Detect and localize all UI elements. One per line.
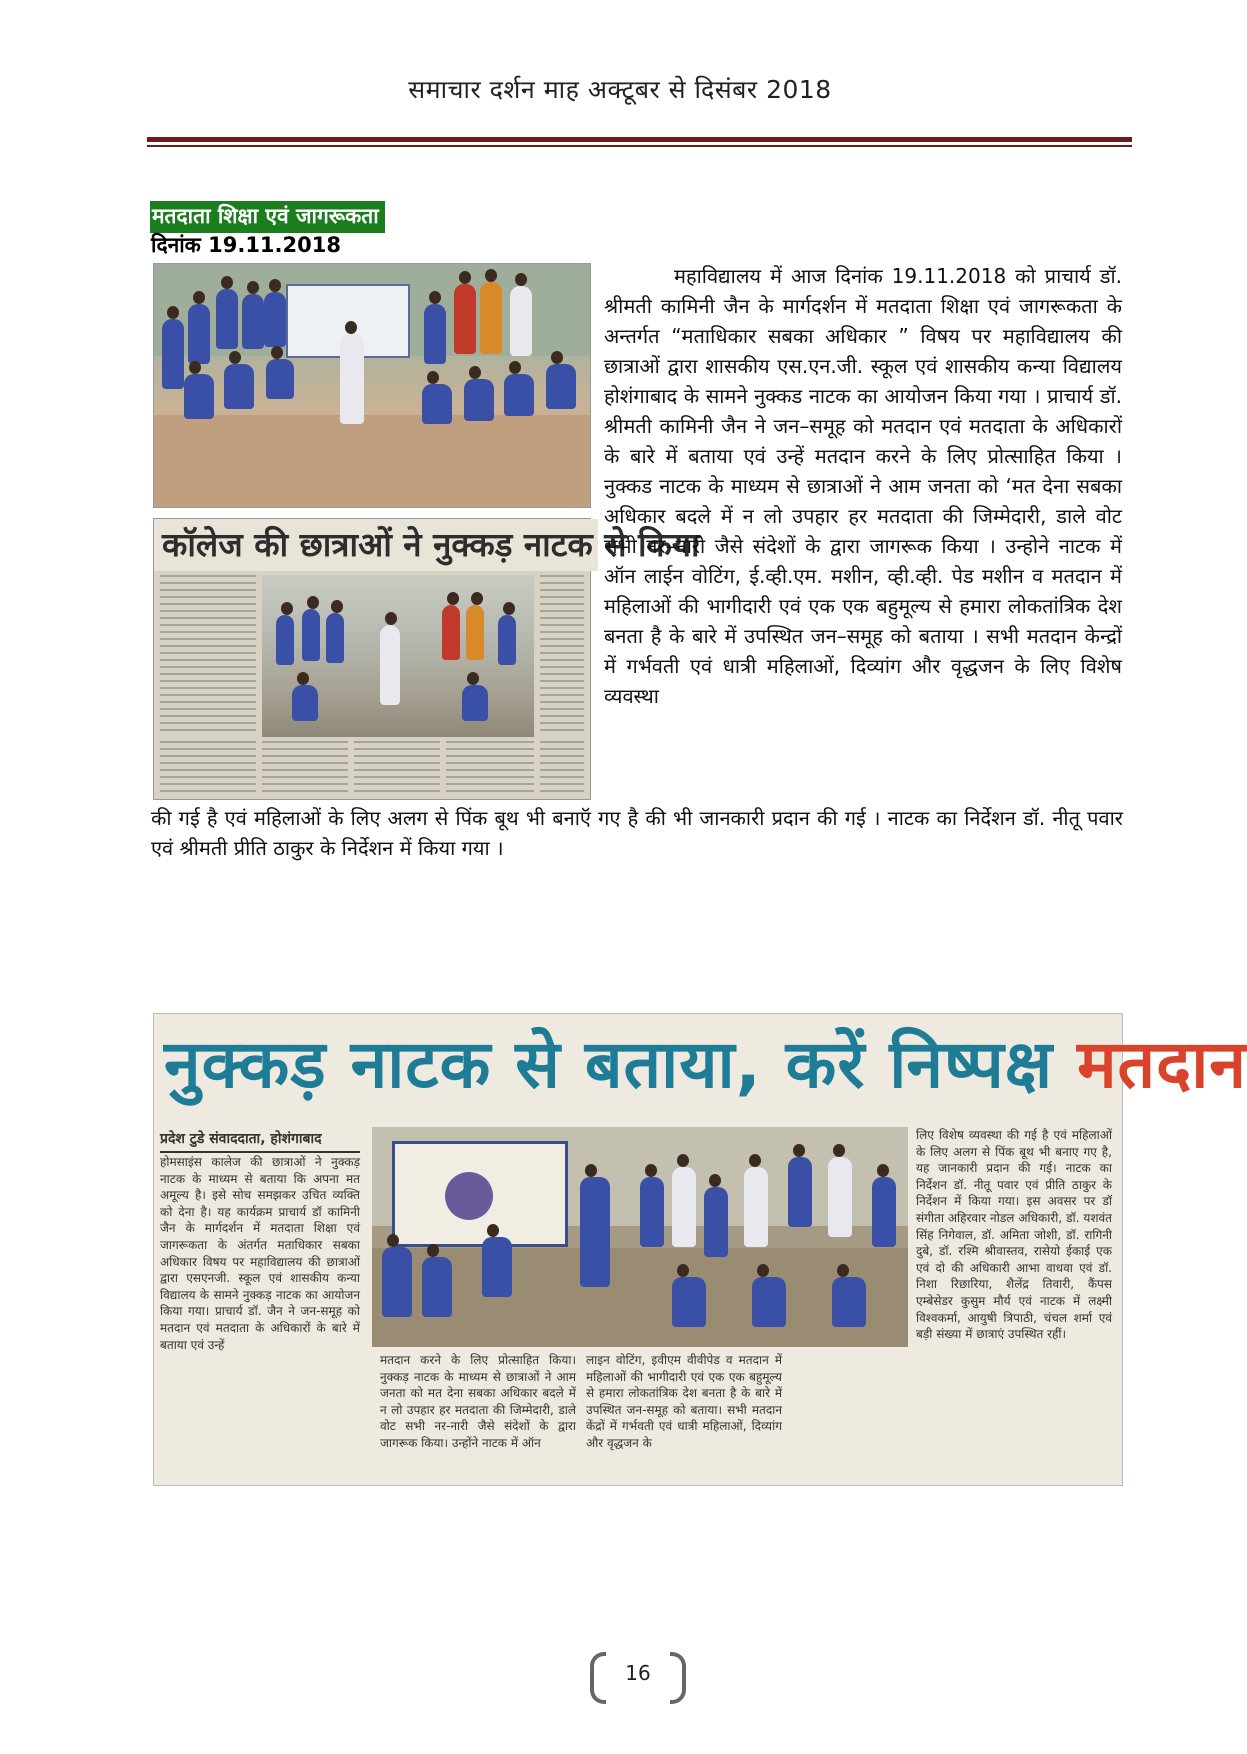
performer-figure [340,334,364,424]
clipping-photo [262,575,534,737]
clipping-headline: कॉलेज की छात्राओं ने नुक्कड़ नाटक से किया [154,519,598,571]
clipping-text-column [540,741,584,797]
newspaper-clipping-large [153,1013,1247,1486]
newspaper-headline [164,1020,1247,1110]
student-figure [424,304,446,364]
student-figure [422,1257,452,1317]
newspaper-byline: प्रदेश टुडे संवाददाता, होशंगाबाद [160,1129,360,1153]
clipping-text-column [160,575,256,735]
student-figure [482,1237,512,1297]
page-number-box [590,1652,686,1698]
student-figure [292,685,318,721]
section-heading: मतदाता शिक्षा एवं जागरूकता [150,201,385,233]
student-figure [188,304,210,364]
newspaper-column-3: लाइन वोटिंग, इवीएम वीवीपेड व मतदान में महिलाओं की भागीदारी एवं एक एक बहुमूल्य से हमारा लोकतांत्रिक देश बनता है के बारे में उपस्थित जन-समूह को बताया। सभी मतदान केंद्रों में गर्भवती एवं धात्री महिलाओं, दिव्यांग और वृद्धजन के [586,1353,782,1450]
headline-accent: मतदान [1077,1026,1247,1103]
student-figure [266,359,294,399]
teacher-figure [744,1167,768,1247]
newspaper-column-4: लिए विशेष व्यवस्था की गई है एवं महिलाओं के लिए अलग से पिंक बूथ भी बनाए गए है, यह जानकारी प्रदान की गई। नाटक का निर्देशन डॉ. नीतू पवार एवं प्रीति ठाकुर के निर्देशन में किया गया। इस अवसर पर डॉ संगीता अहिरवार नोडल अधिकारी, डॉ. यशवंत सिंह निगेवाल, डॉ. अमिता जोशी, डॉ. रागिनी दुबे, डॉ. रश्मि श्रीवास्तव, रासेयो ईकाई एक एवं दो की अधिकारी आभा वाधवा एवं डॉ. निशा रिछारिया, शैलेंद्र तिवारी, कैंपस एम्बेसेडर कुसुम मौर्य एवं नाटक में लक्ष्मी विश्वकर्मा, आयुषी त्रिपाठी, चंचल शर्मा एवं बड़ी संख्या में छात्राएं उपस्थित रहीं। [916,1128,1112,1342]
student-figure [242,294,264,349]
student-figure [264,292,286,347]
student-figure [302,609,320,661]
page-number: 16 [625,1661,651,1685]
header-rule-thick [147,137,1132,142]
student-figure [788,1157,812,1227]
student-figure [224,364,254,409]
bracket-right [670,1652,686,1704]
student-figure [504,374,534,416]
clipping-text-column [446,741,534,797]
teacher-figure [480,282,502,354]
newspaper-clipping-small [153,518,700,800]
photo-banner [392,1141,568,1247]
headline-main: नुक्कड़ नाटक से बताया, करें निष्पक्ष [164,1026,1078,1103]
section-date: दिनांक 19.11.2018 [151,233,341,257]
student-figure [640,1177,664,1247]
banner-emblem [445,1172,493,1220]
student-figure [184,374,214,419]
student-figure [216,289,238,349]
student-figure [704,1187,728,1257]
clipping-text-column [540,575,584,735]
clipping-text-column [262,741,348,797]
student-figure [464,379,494,421]
student-figure [276,615,294,665]
article-paragraph-right: महाविद्यालय में आज दिनांक 19.11.2018 को प्राचार्य डॉ. श्रीमती कामिनी जैन के मार्गदर्शन में मतदाता शिक्षा एवं जागरूकता के अन्तर्गत “मताधिकार सबका अधिकार ” विषय पर महाविद्यालय की छात्राओं द्वारा शासकीय एस.एन.जी. स्कूल एवं शासकीय कन्या विद्यालय होशंगाबाद के सामने नुक्कड नाटक का आयोजन किया गया । प्राचार्य डॉ. श्रीमती कामिनी जैन ने जन–समूह को मतदान एवं मतदाता के अधिकारों के बारे में बताया एवं उन्हें मतदान करने के लिए प्रोत्साहित किया । नुक्कड नाटक के माध्यम से छात्राओं ने आम जनता को ‘मत देना सबका अधिकार बदले में न लो उपहार हर मतदाता की जिम्मेदारी, डाले वोट सभी नर–नारी जैसे संदेशों के द्वारा जागरूक किया । उन्होने नाटक में ऑन लाईन वोटिंग, ई.व्ही.एम. मशीन, व्ही.व्ही. पेड मशीन व मतदान में महिलाओं की भागीदारी एवं एक एक बहुमूल्य से हमारा लोकतांत्रिक देश बनता है के बारे में उपस्थित जन–समूह को बताया । सभी मतदान केन्द्रों में गर्भवती एवं धात्री महिलाओं, दिव्यांग और वृद्धजन के लिए विशेष व्यवस्था [604,264,1122,708]
page-header-title: समाचार दर्शन माह अक्टूबर से दिसंबर 2018 [408,75,832,104]
clipping-text-column [160,741,256,797]
student-figure [672,1277,706,1327]
teacher-figure [466,605,484,660]
newspaper-column-1: होमसाइंस कालेज की छात्राओं ने नुक्कड़ नाटक के माध्यम से बताया कि अपना मत अमूल्य है। इसे सोच समझकर उचित व्यक्ति को देना है। यह कार्यक्रम प्राचार्य डॉ कामिनी जैन के मार्गदर्शन में मतदाता शिक्षा एवं जागरूकता के अंतर्गत मताधिकार सबका अधिकार विषय पर महाविद्यालय की छात्राओं द्वारा एसएनजी. स्कूल एवं शासकीय कन्या विद्यालय के सामने नुक्कड़ नाटक का आयोजन किया गया। प्राचार्य डॉ. जैन ने जन-समूह को मतदान एवं मतदाता के अधिकारों के बारे में बताया एवं उन्हें [160,1155,360,1352]
photo-ground [372,1248,908,1347]
teacher-figure [442,605,460,660]
photo-ground [154,415,590,507]
performer-figure [580,1177,610,1287]
student-figure [546,364,576,409]
header-rule-thin [147,145,1132,147]
teacher-figure [672,1167,696,1247]
student-figure [872,1177,896,1247]
student-figure [832,1277,866,1327]
student-figure [162,319,184,389]
teacher-figure [828,1157,852,1237]
article-paragraph-full: की गई है एवं महिलाओं के लिए अलग से पिंक बूथ भी बनाऍ गए है की भी जानकारी प्रदान की गई । नाटक का निर्देशन डॉ. नीतू पवार एवं श्रीमती प्रीति ठाकुर के निर्देशन में किया गया । [151,806,1123,860]
clipping-text-column [354,741,440,797]
newspaper-photo [372,1127,908,1347]
student-figure [462,685,488,721]
event-photo [153,263,591,508]
student-figure [752,1277,786,1327]
student-figure [326,613,344,663]
teacher-figure [454,284,476,354]
student-figure [422,384,452,424]
student-figure [498,615,516,665]
teacher-figure [510,286,532,356]
newspaper-column-2: मतदान करने के लिए प्रोत्साहित किया। नुक्कड़ नाटक के माध्यम से छात्राओं ने आम जनता को मत देना सबका अधिकार बदले में न लो उपहार हर मतदाता की जिम्मेदारी, डाले वोट सभी नर-नारी जैसे संदेशों के द्वारा जागरूक किया। उन्होंने नाटक में ऑन [380,1353,576,1450]
student-figure [382,1247,412,1317]
performer-figure [380,625,400,705]
